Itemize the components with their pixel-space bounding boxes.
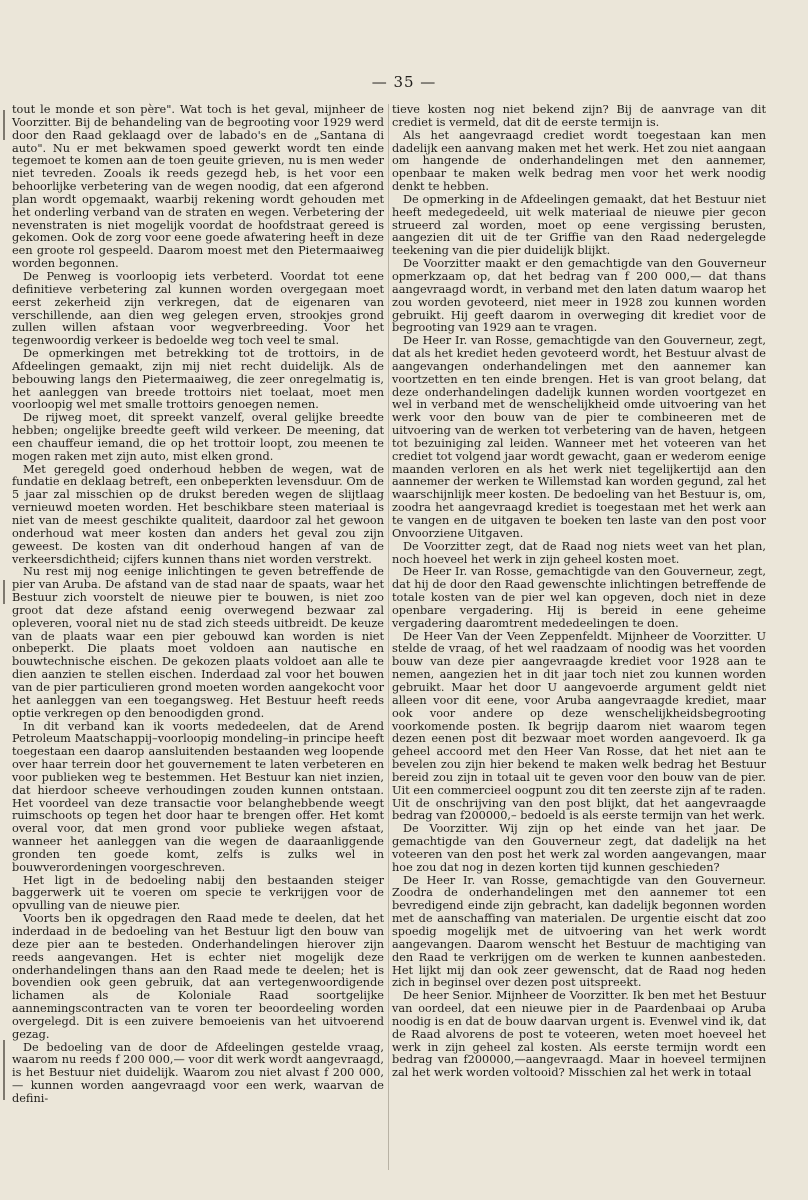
paragraph: De Voorzitter. Wij zijn op het einde van het jaar. De gemachtigde van den Gouverneur zegt, dat dadelijk na het voteeren van den post het werk zal worden aangevangen, maar hoe zou dat nog in dezen korten tijd kunnen geschieden?: [392, 822, 766, 874]
paragraph: tout le monde et son père". Wat toch is het geval, mijnheer de Voorzitter. Bij de behandeling van de begrooting voor 1929 werd door den Raad geklaagd over de labado's en de „Santana di auto". Nu er met bekwamen spoed gewerkt wordt ten einde tegemoet te komen aan de toen geuite grieven, nu is men weder niet tevreden. Zooals ik reeds gezegd heb, is het voor een behoorlijke verbetering van de wegen noodig, dat een afgerond plan wordt opgemaakt, waarbij rekening wordt gehouden met het onderling verband van de straten en wegen. Verbetering der nevenstraten is niet mogelijk voordat de hoofdstraat gereed is gekomen. Ook de zorg voor eene goede afwatering heeft in deze een groote rol gespeeld. Daarom moest met den Pietermaaiweg worden begonnen.: [12, 103, 384, 271]
paragraph: De opmerkingen met betrekking tot de trottoirs, in de Afdeelingen gemaakt, zijn mij niet recht duidelijk. Als de bebouwing langs den Pietermaaiweg, die zeer onregelmatig is, het aanleggen van breede trottoirs niet toelaat, moet men voorloopig wel met smalle trottoirs genoegen nemen.: [12, 347, 384, 412]
paragraph: Voorts ben ik opgedragen den Raad mede te deelen, dat het inderdaad in de bedoeling van het Bestuur ligt den bouw van deze pier aan te besteden. Onderhandelingen hierover zijn reeds aangevangen. Het is echter niet mogelijk deze onderhandelingen thans aan den Raad mede te deelen; het is bovendien ook geen gebruik, dat aan vertegenwoordigende lichamen als de Koloniale Raad soortgelijke aannemingscontracten van te voren ter beoordeeling worden overgelegd. Dit is een zuivere bemoeienis van het uitvoerend gezag.: [12, 912, 384, 1041]
left-column: [12, 104, 384, 1106]
paragraph: De Heer Ir. van Rosse, gemachtigde van den Gouverneur. Zoodra de onderhandelingen met den aannemer tot een bevredigend einde zijn gebracht, kan dadelijk begonnen worden met de aanschaffing van materialen. De urgentie eischt dat zoo spoedig mogelijk met de uitvoering van het werk wordt aangevangen. Daarom wenscht het Bestuur de machtiging van den Raad te verkrijgen om de werken te kunnen aanbesteden. Het lijkt mij dan ook zeer gewenscht, dat de Raad nog heden zich in beginsel over dezen post uitspreekt.: [392, 873, 766, 990]
paragraph: Als het aangevraagd crediet wordt toegestaan kan men dadelijk een aanvang maken met het werk. Het zou niet aangaan om hangende de onderhandelingen met den aannemer, openbaar te maken welk bedrag men voor het werk noodig denkt te hebben.: [392, 128, 766, 194]
paragraph: Met geregeld goed onderhoud hebben de wegen, wat de fundatie en deklaag betreft, een onbeperkten levensduur. Om de 5 jaar zal misschien op de drukst bereden wegen de slijtlaag vernieuwd moeten worden. Het beschikbare steen materiaal is niet van de meest geschikte qualiteit, daardoor zal het gewoon onderhoud wat meer kosten dan anders het geval zou zijn geweest. De kosten van dit onderhoud hangen af van de verkeersdichtheid; cijfers kunnen thans niet worden verstrekt.: [12, 462, 384, 566]
paragraph: Het ligt in de bedoeling nabij den bestaanden steiger baggerwerk uit te voeren om specie te verkrijgen voor de opvulling van de nieuwe pier.: [12, 873, 384, 913]
margin-mark: [3, 580, 5, 604]
paragraph: De bedoeling van de door de Afdeelingen gestelde vraag, waarom nu reeds f 200 000,— voor dit werk wordt aangevraagd, is het Bestuur niet duidelijk. Waarom zou niet alvast f 200 000,— kunnen worden aangevraagd voor een werk, waarvan de defini-: [12, 1040, 384, 1105]
margin-mark: [3, 110, 5, 140]
page-number: — 35 —: [371, 73, 437, 91]
paragraph: Nu rest mij nog eenige inlichtingen te geven betreffende de pier van Aruba. De afstand van de stad naar de spaats, waar het Bestuur zich voorstelt de nieuwe pier te bouwen, is niet zoo groot dat deze afstand eenig overwegend bezwaar zal opleveren, vooral niet nu de stad zich steeds uitbreidt. De keuze van de plaats waar een pier gebouwd kan worden is niet onbeperkt. Die plaats moet voldoen aan nautische en bouwtechnische eischen. De gekozen plaats voldoet aan alle te dien aanzien te stellen eischen. Inderdaad zal voor het bouwen van de pier particulieren grond moeten worden aangekocht voor het aanleggen van een toegangsweg. Het Bestuur heeft reeds optie verkregen op den benoodigden grond.: [12, 565, 384, 720]
column-divider: [388, 104, 389, 1170]
paragraph: De Heer Van der Veen Zeppenfeldt. Mijnheer de Voorzitter. U stelde de vraag, of het wel raadzaam of noodig was het voorden bouw van deze pier aangevraagde krediet voor 1928 aan te nemen, aangezien het in dit jaar toch niet zou kunnen worden gebruikt. Maar het door U aangevoerde argument geldt niet alleen voor dit eene, voor Aruba aangevraagde krediet, maar ook voor andere op deze wenschelijkheidsbegrooting voorkomende posten. Ik begrijp daarom niet waarom tegen dezen eenen post dit bezwaar moet worden aangevoerd. Ik ga geheel accoord met den Heer Van Rosse, dat het niet aan te bevelen zou zijn hier bekend te maken welk bedrag het Bestuur bereid zou zijn in totaal uit te geven voor den bouw van de pier. Uit een commercieel oogpunt zou dit ten zeerste zijn af te raden. Uit de onschrijving van den post blijkt, dat het aangevraagde bedrag van f200000,– bedoeld is als eerste termijn van het werk.: [392, 629, 766, 823]
paragraph: De Penweg is voorloopig iets verbeterd. Voordat tot eene definitieve verbetering zal kunnen worden overgegaan moet eerst zekerheid zijn verkregen, dat de eigenaren van verschillende, aan dien weg gelegen erven, strookjes grond zullen willen afstaan voor wegverbreeding. Voor het tegenwoordig verkeer is bedoelde weg toch veel te smal.: [12, 269, 384, 348]
paragraph: In dit verband kan ik voorts mededeelen, dat de Arend Petroleum Maatschappij–voorloopig mondeling–in principe heeft toegestaan een daarop aansluitenden bestaanden weg loopende over haar terrein door het gouvernement te laten verbeteren en voor publieken weg te bestemmen. Het Bestuur kan niet inzien, dat hierdoor scheeve verhoudingen zouden kunnen ontstaan. Het voordeel van deze transactie voor belanghebbende weegt ruimschoots op tegen het door haar te brengen offer. Het komt overal voor, dat men grond voor publieke wegen afstaat, wanneer het aanleggen van die wegen de daaraanliggende gronden ten goede komt, zelfs is zulks wel in bouwverordeningen voorgeschreven.: [12, 719, 384, 874]
paragraph: De opmerking in de Afdeelingen gemaakt, dat het Bestuur niet heeft medegedeeld, uit welk materiaal de nieuwe pier gecon strueerd zal worden, moet op eene vergissing berusten, aangezien dit uit de ter Griffie van den Raad nedergelegde teekening van die pier duidelijk blijkt.: [392, 192, 766, 258]
paragraph: De rijweg moet, dit spreekt vanzelf, overal gelijke breedte hebben; ongelijke breedte geeft wild verkeer. De meening, dat een chauffeur iemand, die op het trottoir loopt, zou meenen te mogen raken met zijn auto, mist elken grond.: [12, 411, 384, 463]
paragraph: De Heer Ir. van Rosse, gemachtigde van den Gouverneur, zegt, dat als het krediet heden gevoteerd wordt, het Bestuur alvast de aangevangen onderhandelingen met den aannemer kan voortzetten en ten einde brengen. Het is van groot belang, dat deze onderhandelingen dadelijk kunnen worden voortgezet en wel in verband met de wenschelijkheid omde uitvoering van het werk voor den bouw van de pier te combineeren met de uitvoering van de werken tot verbetering van de haven, hetgeen tot bezuiniging zal leiden. Wanneer met het voteeren van het crediet tot volgend jaar wordt gewacht, gaan er wederom eenige maanden verloren en als het werk niet tegelijkertijd aan den aannemer der werken te Willemstad kan worden gegund, zal het waarschijnlijk meer kosten. De bedoeling van het Bestuur is, om, zoodra het aangevraagd krediet is toegestaan met het werk aan te vangen en de uitgaven te boeken ten laste van den post voor Onvoorziene Uitgaven.: [392, 334, 766, 540]
paragraph: De Voorzitter zegt, dat de Raad nog niets weet van het plan, noch hoeveel het werk in zijn geheel kosten moet.: [392, 539, 766, 566]
right-column: [392, 104, 766, 1080]
paragraph: De Heer Ir. van Rosse, gemachtigde van den Gouverneur, zegt, dat hij de door den Raad gewenschte inlichtingen betreffende de totale kosten van de pier wel kan opgeven, doch niet in deze openbare vergadering. Hij is bereid in eene geheime vergadering daaromtrent mededeelingen te doen.: [392, 565, 766, 630]
paragraph: De heer Senior. Mijnheer de Voorzitter. Ik ben met het Bestuur van oordeel, dat een nieuwe pier in de Paardenbaai op Aruba noodig is en dat de bouw daarvan urgent is. Evenwel vind ik, dat de Raad alvorens de post te voteeren, weten moet hoeveel het werk in zijn geheel zal kosten. Als eerste termijn wordt een bedrag van f200000,—aangevraagd. Maar in hoeveel termijnen zal het werk worden voltooid? Misschien zal het werk in totaal: [392, 989, 766, 1080]
paragraph: De Voorzitter maakt er den gemachtigde van den Gouverneur opmerkzaam op, dat het bedrag van f 200 000,— dat thans aangevraagd wordt, in verband met den laten datum waarop het zou worden gevoteerd, niet meer in 1928 zou kunnen worden gebruikt. Hij geeft daarom in overweging dit krediet voor de begrooting van 1929 aan te vragen.: [392, 257, 766, 335]
margin-mark: [3, 1040, 5, 1100]
paragraph: tieve kosten nog niet bekend zijn? Bij de aanvrage van dit crediet is vermeld, dat dit de eerste termijn is.: [392, 103, 766, 129]
